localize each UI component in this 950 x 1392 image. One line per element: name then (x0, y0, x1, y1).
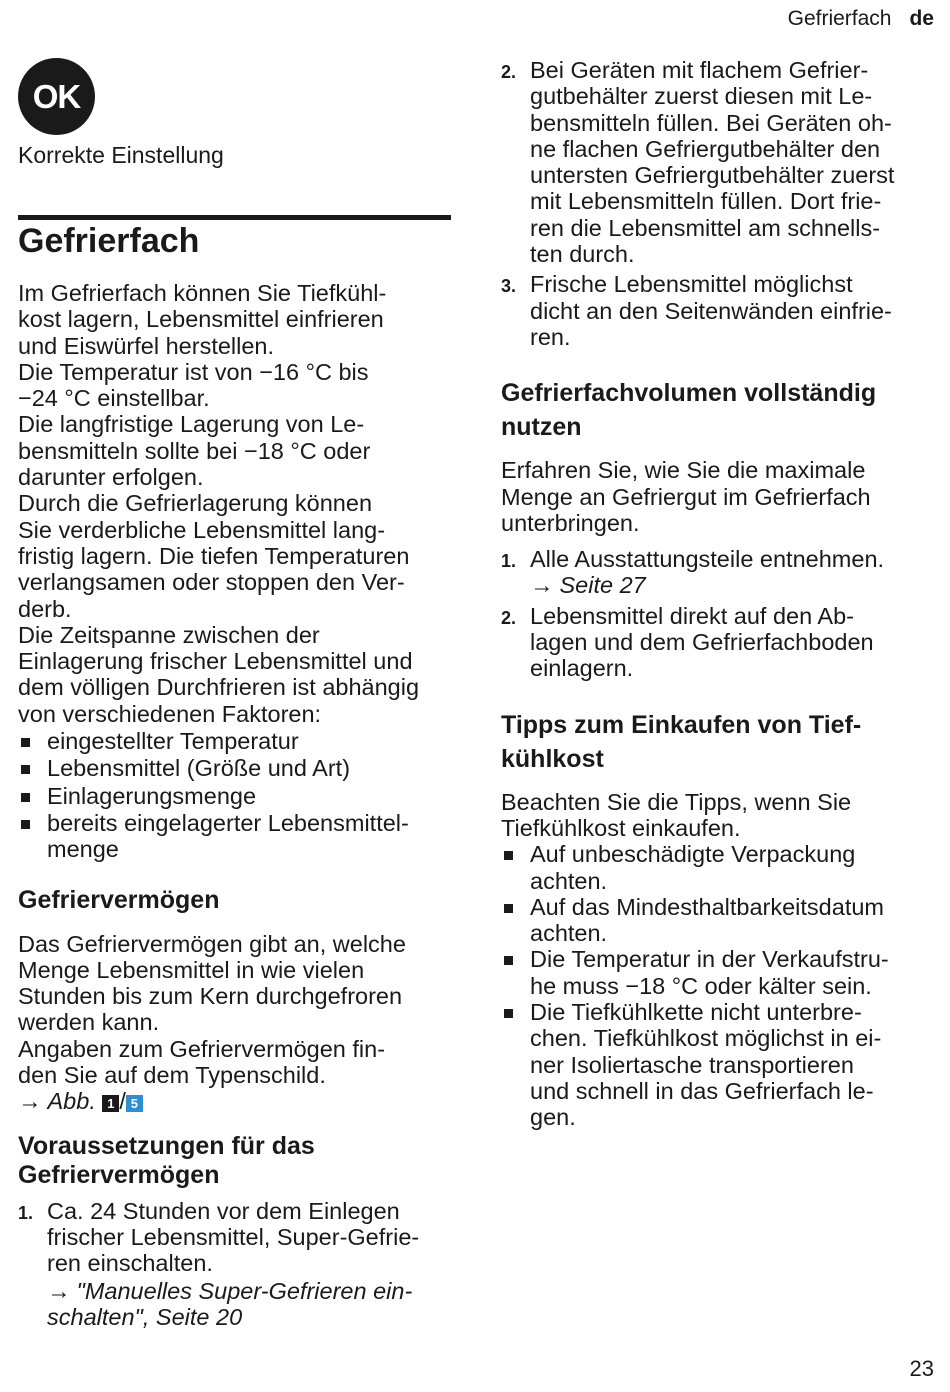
list-item: 2. Lebensmittel direkt auf den Ab- lagen und dem Gefrierfachboden einlagern. (501, 602, 874, 682)
volumen-intro (501, 457, 931, 536)
intro-text (18, 280, 458, 727)
text-line: fristig lagern. Die tiefen Temperaturen (18, 542, 410, 569)
step-number: 1. (18, 1202, 34, 1223)
text-line: verlangsamen oder stoppen den Ver- (18, 569, 405, 596)
text-line: kost lagern, Lebensmittel einfrieren (18, 306, 384, 333)
list-item: 3. Frische Lebensmittel möglichst dicht an den Seitenwänden einfrie- ren. (501, 271, 892, 350)
text-line: darunter erfolgen. (18, 464, 204, 491)
voraussetzungen-steps (18, 1198, 458, 1330)
page-reference-link[interactable]: → "Manuelles Super-Gefrieren ein- (47, 1277, 413, 1304)
text-line: Erfahren Sie, wie Sie die maximale (501, 457, 866, 484)
text-line: dem völligen Durchfrieren ist abhängig (18, 674, 420, 701)
text-line: Angaben zum Gefriervermögen fin- (18, 1035, 386, 1062)
text-line: den Sie auf dem Typenschild. (18, 1062, 326, 1089)
text-line: Im Gefrierfach können Sie Tiefkühl- (18, 280, 387, 306)
text-line: Beachten Sie die Tipps, wenn Sie (501, 788, 852, 815)
text-line: Einlagerung frischer Lebensmittel und (18, 648, 413, 675)
list-item: Die Tiefkühlkette nicht unterbre- chen. Tiefkühlkost möglichst in ei- ner Isoliertasche transportieren und schnell in das Gefrierfach le- gen. (501, 999, 931, 1130)
text-line: derb. (18, 595, 72, 622)
step-number: 2. (501, 607, 517, 628)
text-line: Das Gefriervermögen gibt an, welche (18, 930, 406, 957)
text-line: Menge Lebensmittel in wie vielen (18, 956, 365, 983)
page-reference-link[interactable]: → Seite 27 (530, 572, 646, 599)
heading-gefriervermoegen: Gefriervermögen (18, 885, 220, 914)
bullet-square-icon (504, 904, 513, 913)
section-divider (18, 215, 451, 220)
list-item: Lebensmittel (Größe und Art) (18, 755, 458, 781)
section-title: Gefrierfach (18, 222, 200, 260)
text-line: Menge an Gefriergut im Gefrierfach (501, 483, 871, 510)
bullet-square-icon (21, 738, 30, 747)
text-line: Tiefkühlkost einkaufen. (501, 814, 741, 841)
text-line: Sie verderbliche Lebensmittel lang- (18, 516, 386, 543)
heading-voraussetzungen: Voraussetzungen für das Gefriervermögen (18, 1131, 315, 1189)
bullet-square-icon (504, 851, 513, 860)
voraussetzungen-steps-continued (501, 57, 931, 350)
list-item: Die Temperatur in der Verkaufstru- he muss −18 °C oder kälter sein. (501, 946, 931, 999)
factors-list (18, 728, 458, 862)
arrow-right-icon: → (530, 572, 554, 599)
text-line: und Eiswürfel herstellen. (18, 332, 275, 359)
text-line: Durch die Gefrierlagerung können (18, 490, 373, 517)
list-item: Einlagerungsmenge (18, 783, 458, 809)
text-line: Stunden bis zum Kern durchgefroren (18, 983, 403, 1010)
volumen-steps (501, 546, 931, 681)
list-item: Auf unbeschädigte Verpackung achten. (501, 841, 931, 894)
text-line: von verschiedenen Faktoren: (18, 700, 322, 727)
ok-badge-icon: OK (18, 58, 95, 135)
bullet-square-icon (504, 1009, 513, 1018)
list-item: 2. Bei Geräten mit flachem Gefrier- gutbehälter zuerst diesen mit Le- bensmitteln füllen. Bei Geräten oh- ne flachen Gefriergutbehälter den untersten Gefriergutbehälter zuerst mit Lebensmitteln füllen. Dort frie- ren die Lebensmittel am schnells- ten durch. (501, 57, 895, 268)
left-column (18, 280, 458, 1330)
step-number: 1. (501, 551, 517, 572)
figure-5-badge: 5 (126, 1095, 143, 1112)
bullet-square-icon (21, 820, 30, 829)
list-item: 1. Alle Ausstattungsteile entnehmen. → Seite 27 (501, 546, 931, 599)
page-number: 23 (909, 1356, 934, 1381)
bullet-square-icon (504, 956, 513, 965)
text-line: bensmitteln sollte bei −18 °C oder (18, 437, 371, 464)
list-item: 1. Ca. 24 Stunden vor dem Einlegen frischer Lebensmittel, Super-Gefrie- ren einschalten. → "Manuelles Super-Gefrieren ein- schalten", Seite 20 (18, 1198, 458, 1330)
text-line: werden kann. (18, 1009, 160, 1036)
header-section-title: Gefrierfach (787, 7, 892, 30)
arrow-right-icon: → (18, 1088, 42, 1115)
bullet-square-icon (21, 765, 30, 774)
arrow-right-icon: → (47, 1277, 71, 1304)
tipps-intro (501, 789, 931, 842)
header-language-code: de (909, 7, 934, 30)
figure-1-badge: 1 (102, 1095, 119, 1112)
text-line: unterbringen. (501, 509, 640, 536)
text-line: Die Zeitspanne zwischen der (18, 621, 320, 648)
right-column (501, 57, 931, 1131)
list-item: Auf das Mindesthaltbarkeitsdatum achten. (501, 894, 931, 947)
list-item: bereits eingelagerter Lebensmittel- menge (18, 810, 458, 863)
tipps-list (501, 841, 931, 1130)
ok-caption: Korrekte Einstellung (18, 142, 224, 168)
bullet-square-icon (21, 793, 30, 802)
step-number: 2. (501, 62, 517, 82)
figure-reference-link[interactable]: → Abb. 1 / 5 (18, 1088, 458, 1114)
step-number: 3. (501, 276, 517, 297)
heading-tipps: Tipps zum Einkaufen von Tief- kühlkost (501, 710, 862, 773)
gefriervermoegen-text (18, 931, 458, 1115)
list-item: eingestellter Temperatur (18, 728, 458, 754)
text-line: Die langfristige Lagerung von Le- (18, 411, 365, 438)
text-line: −24 °C einstellbar. (18, 385, 210, 412)
heading-volumen: Gefrierfachvolumen vollständig nutzen (501, 379, 877, 442)
page-header (788, 7, 934, 31)
text-line: Die Temperatur ist von −16 °C bis (18, 358, 369, 385)
